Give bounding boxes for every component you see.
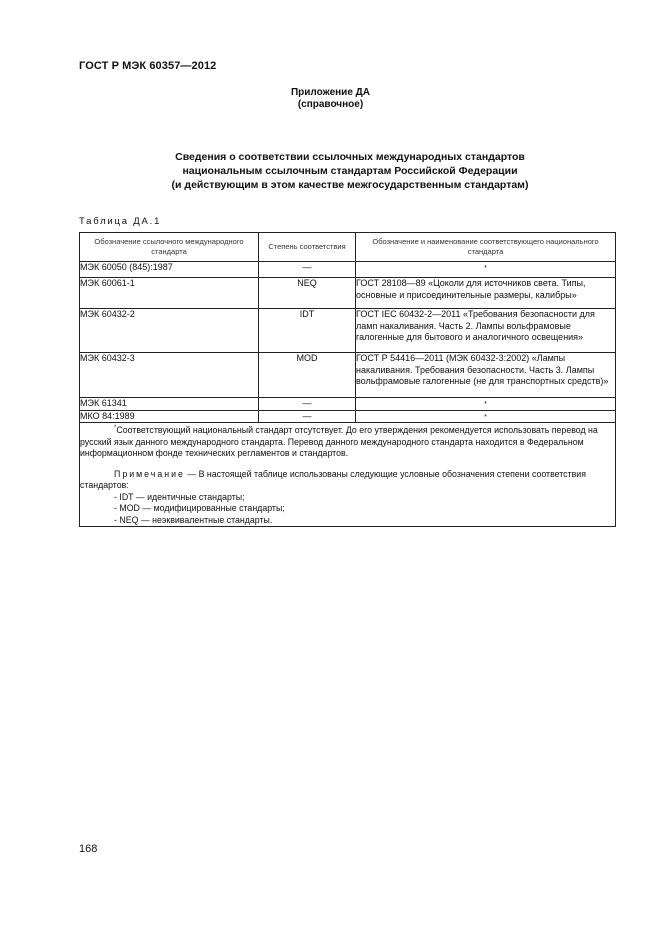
heading-line: Сведения о соответствии ссылочных международных стандартов bbox=[175, 151, 525, 163]
heading-line: (и действующим в этом качестве межгосударственным стандартам) bbox=[171, 179, 529, 191]
degree-cell: — bbox=[259, 410, 356, 423]
column-header-national: Обозначение и наименование соответствующего национального стандарта bbox=[356, 233, 616, 262]
section-heading bbox=[100, 150, 600, 192]
column-header-intl: Обозначение ссылочного международного стандарта bbox=[80, 233, 259, 262]
note bbox=[80, 469, 615, 492]
heading-line: национальным ссылочным стандартам Российской Федерации bbox=[182, 165, 518, 177]
footnote bbox=[80, 423, 615, 460]
correspondence-table bbox=[79, 232, 616, 527]
table-notes-cell bbox=[80, 423, 616, 527]
intl-standard-cell: МЭК 60061-1 bbox=[80, 278, 259, 309]
degree-cell: NEQ bbox=[259, 278, 356, 309]
intl-standard-cell: МЭК 60050 (845):1987 bbox=[80, 262, 259, 278]
legend-item: - MOD — модифицированные стандарты; bbox=[114, 503, 285, 513]
degree-cell: MOD bbox=[259, 353, 356, 398]
table-row bbox=[80, 278, 616, 309]
table-header-row bbox=[80, 233, 616, 262]
legend-item: - NEQ — неэквивалентные стандарты. bbox=[114, 514, 273, 525]
column-header-degree: Степень соответствия bbox=[259, 233, 356, 262]
degree-cell: — bbox=[259, 262, 356, 278]
national-standard-cell: * bbox=[356, 398, 616, 411]
legend-item: - IDT — идентичные стандарты; bbox=[114, 491, 245, 502]
national-standard-cell: ГОСТ IEC 60432-2—2011 «Требования безопасности для ламп накаливания. Часть 2. Лампы вольфрамовые галогенные для бытового и аналогичного освещения» bbox=[356, 309, 616, 353]
table-notes-row bbox=[80, 423, 616, 527]
note-label: Примечание bbox=[114, 468, 185, 479]
appendix-subtitle: (справочное) bbox=[297, 99, 364, 110]
degree-legend bbox=[80, 492, 615, 527]
appendix-title: Приложение ДА bbox=[290, 87, 371, 98]
national-standard-cell: * bbox=[356, 262, 616, 278]
intl-standard-cell: МКО 84:1989 bbox=[80, 410, 259, 423]
footnote-text: Соответствующий национальный стандарт отсутствует. До его утверждения рекомендуется использовать перевод на русский язык данного международного стандарта. Перевод данного международного стандарта находится в Федеральном информационном фонде технических регламентов и стандартов. bbox=[80, 425, 598, 458]
footnote-mark: * bbox=[114, 425, 117, 431]
table-row bbox=[80, 309, 616, 353]
intl-standard-cell: МЭК 61341 bbox=[80, 398, 259, 411]
page-number: 168 bbox=[79, 843, 98, 855]
degree-cell: IDT bbox=[259, 309, 356, 353]
national-standard-cell: ГОСТ Р 54416—2011 (МЭК 60432-3:2002) «Лампы накаливания. Требования безопасности. Часть 3. Лампы вольфрамовые галогенные (не для транспортных средств)» bbox=[356, 353, 616, 398]
table-row bbox=[80, 410, 616, 423]
national-standard-cell: * bbox=[356, 410, 616, 423]
table-row bbox=[80, 398, 616, 411]
table-caption: Таблица ДА.1 bbox=[79, 216, 162, 227]
table-row bbox=[80, 262, 616, 278]
intl-standard-cell: МЭК 60432-2 bbox=[80, 309, 259, 353]
note-text: — В настоящей таблице использованы следующие условные обозначения степени соответствия стандартов: bbox=[80, 468, 586, 490]
national-standard-cell: ГОСТ 28108—89 «Цоколи для источников света. Типы, основные и присоединительные размеры, калибры» bbox=[356, 278, 616, 309]
degree-cell: — bbox=[259, 398, 356, 411]
intl-standard-cell: МЭК 60432-3 bbox=[80, 353, 259, 398]
standard-designation: ГОСТ Р МЭК 60357—2012 bbox=[79, 60, 217, 72]
table-row bbox=[80, 353, 616, 398]
